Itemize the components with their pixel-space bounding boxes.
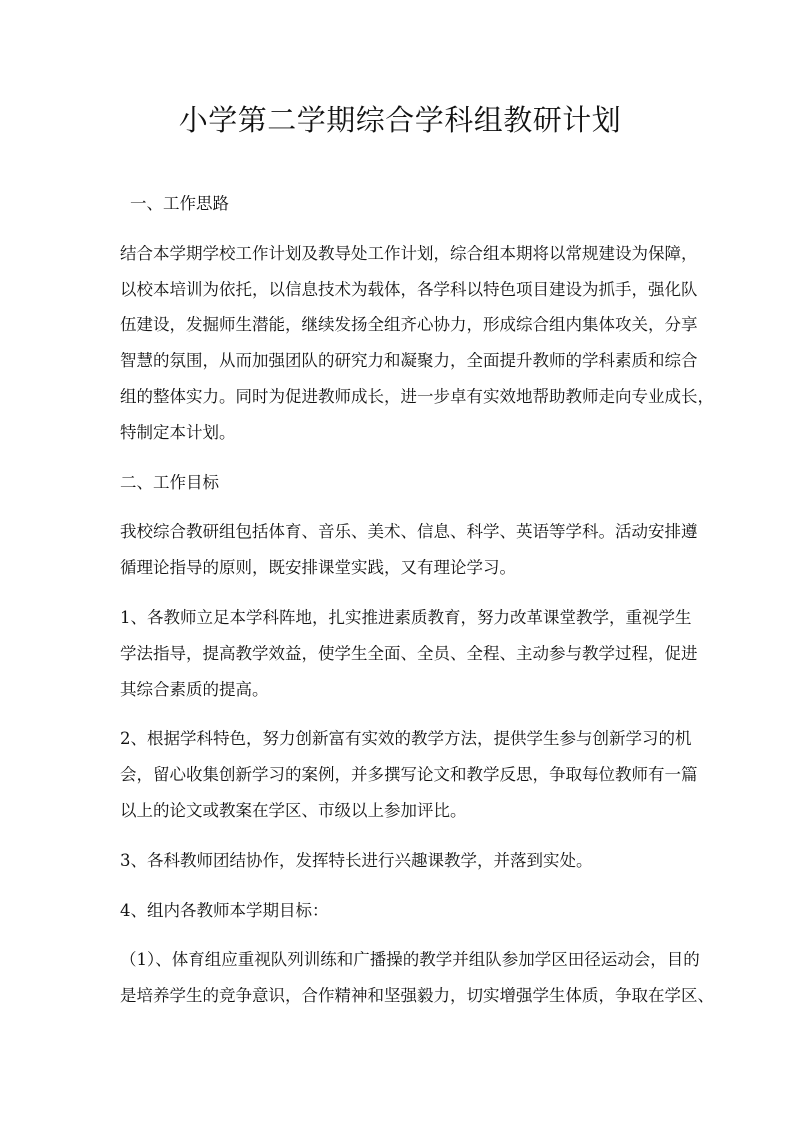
text-line: 我校综合教研组包括体育、音乐、美术、信息、科学、英语等学科。活动安排遵: [120, 522, 698, 542]
paragraph: [120, 942, 714, 1014]
document-title: 小学第二学期综合学科组教研计划: [178, 103, 622, 137]
paragraph-gap: [120, 707, 686, 721]
paragraph: [120, 236, 714, 451]
paragraph-gap: [120, 500, 686, 514]
text-line: 4、组内各教师本学期目标：: [120, 900, 329, 920]
text-line: 循理论指导的原则，既安排课堂实践，又有理论学习。: [120, 558, 516, 578]
text-line: 二、工作目标: [120, 472, 219, 492]
text-line: 会，留心收集创新学习的案例，并多撰写论文和教学反思，争取每位教师有一篇: [120, 765, 698, 785]
text-line: 智慧的氛围，从而加强团队的研究力和凝聚力，全面提升教师的学科素质和综合: [120, 351, 698, 371]
text-line: 结合本学期学校工作计划及教导处工作计划，综合组本期将以常规建设为保障，: [120, 243, 698, 263]
text-line: 以校本培训为依托，以信息技术为载体，各学科以特色项目建设为抓手，强化队: [120, 279, 698, 299]
text-line: 2、根据学科特色，努力创新富有实效的教学方法，提供学生参与创新学习的机: [120, 729, 692, 749]
paragraph-gap: [120, 879, 686, 893]
paragraph-gap: [120, 222, 686, 236]
text-line: 组的整体实力。同时为促进教师成长，进一步卓有实效地帮助教师走向专业成长，: [120, 386, 714, 406]
text-line: 伍建设，发掘师生潜能，继续发扬全组齐心协力，形成综合组内集体攻关，分享: [120, 315, 698, 335]
text-line: 3、各科教师团结协作，发挥特长进行兴趣课教学，并落到实处。: [120, 850, 593, 870]
text-line: 是培养学生的竞争意识，合作精神和坚强毅力，切实增强学生体质，争取在学区、: [120, 986, 714, 1006]
paragraph-gap: [120, 928, 686, 942]
paragraph-gap: [120, 586, 686, 600]
section-heading: [120, 465, 686, 501]
paragraph: [120, 843, 686, 879]
text-line: 以上的论文或教案在学区、市级以上参加评比。: [120, 800, 467, 820]
paragraph-gap: [120, 451, 686, 465]
text-line: 一、工作思路: [130, 194, 229, 213]
paragraph: [120, 721, 698, 828]
section-heading: [120, 186, 686, 222]
paragraph: [120, 600, 698, 707]
text-line: （1）、体育组应重视队列训练和广播操的教学并组队参加学区田径运动会，目的: [120, 950, 700, 970]
paragraph-gap: [120, 829, 686, 843]
paragraph: [120, 514, 698, 586]
text-line: 学法指导，提高教学效益，使学生全面、全员、全程、主动参与教学过程，促进: [120, 643, 698, 663]
document-body: [120, 186, 714, 1014]
text-line: 其综合素质的提高。: [120, 679, 269, 699]
paragraph: [120, 893, 686, 929]
text-line: 特制定本计划。: [120, 422, 236, 442]
text-line: 1、各教师立足本学科阵地，扎实推进素质教育，努力改革课堂教学，重视学生: [120, 607, 692, 627]
